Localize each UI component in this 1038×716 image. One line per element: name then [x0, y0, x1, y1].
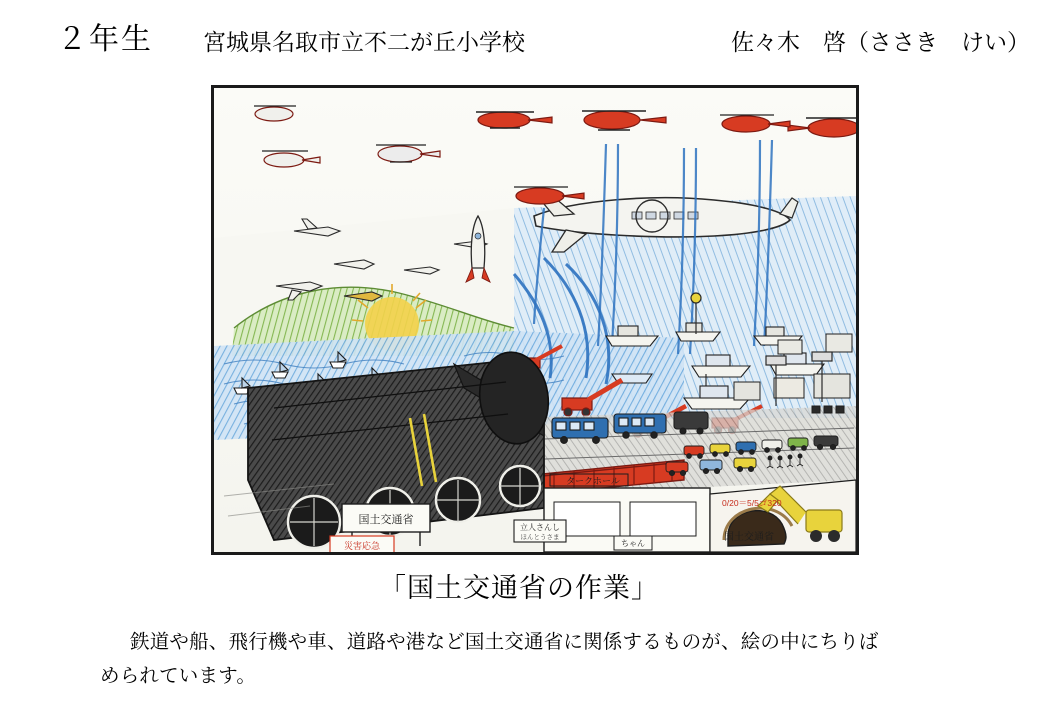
- sign-disaster: [330, 536, 394, 552]
- description-line-2: められています。: [100, 665, 257, 687]
- header: [0, 20, 1038, 64]
- svg-text:国土交通省: 国土交通省: [358, 514, 414, 526]
- svg-text:災害応急: 災害応急: [343, 541, 381, 551]
- svg-text:国土交通省: 国土交通省: [724, 532, 774, 543]
- svg-text:ちゃん: ちゃん: [621, 539, 645, 548]
- artwork-image: [214, 88, 856, 552]
- sign-people: [514, 520, 566, 542]
- svg-text:立人さんし: 立人さんし: [520, 523, 560, 532]
- author-name: 佐々木 啓（ささき けい）: [731, 29, 1030, 55]
- artwork-title: 「国土交通省の作業」: [379, 573, 659, 603]
- svg-text:0/20＝5/5ゴ320: 0/20＝5/5ゴ320: [722, 498, 782, 508]
- svg-text:ほんとうさま: ほんとうさま: [520, 534, 560, 541]
- description-line-1: 鉄道や船、飛行機や車、道路や港など国土交通省に関係するものが、絵の中にちりば: [130, 631, 879, 653]
- school-name: 宮城県名取市立不二が丘小学校: [203, 29, 525, 55]
- svg-text:タークホール: タークホール: [566, 476, 620, 486]
- artwork-frame: [211, 85, 859, 555]
- sign-chan: [614, 536, 652, 550]
- grade-label: ２年生: [57, 23, 153, 56]
- artwork-description: [100, 625, 950, 693]
